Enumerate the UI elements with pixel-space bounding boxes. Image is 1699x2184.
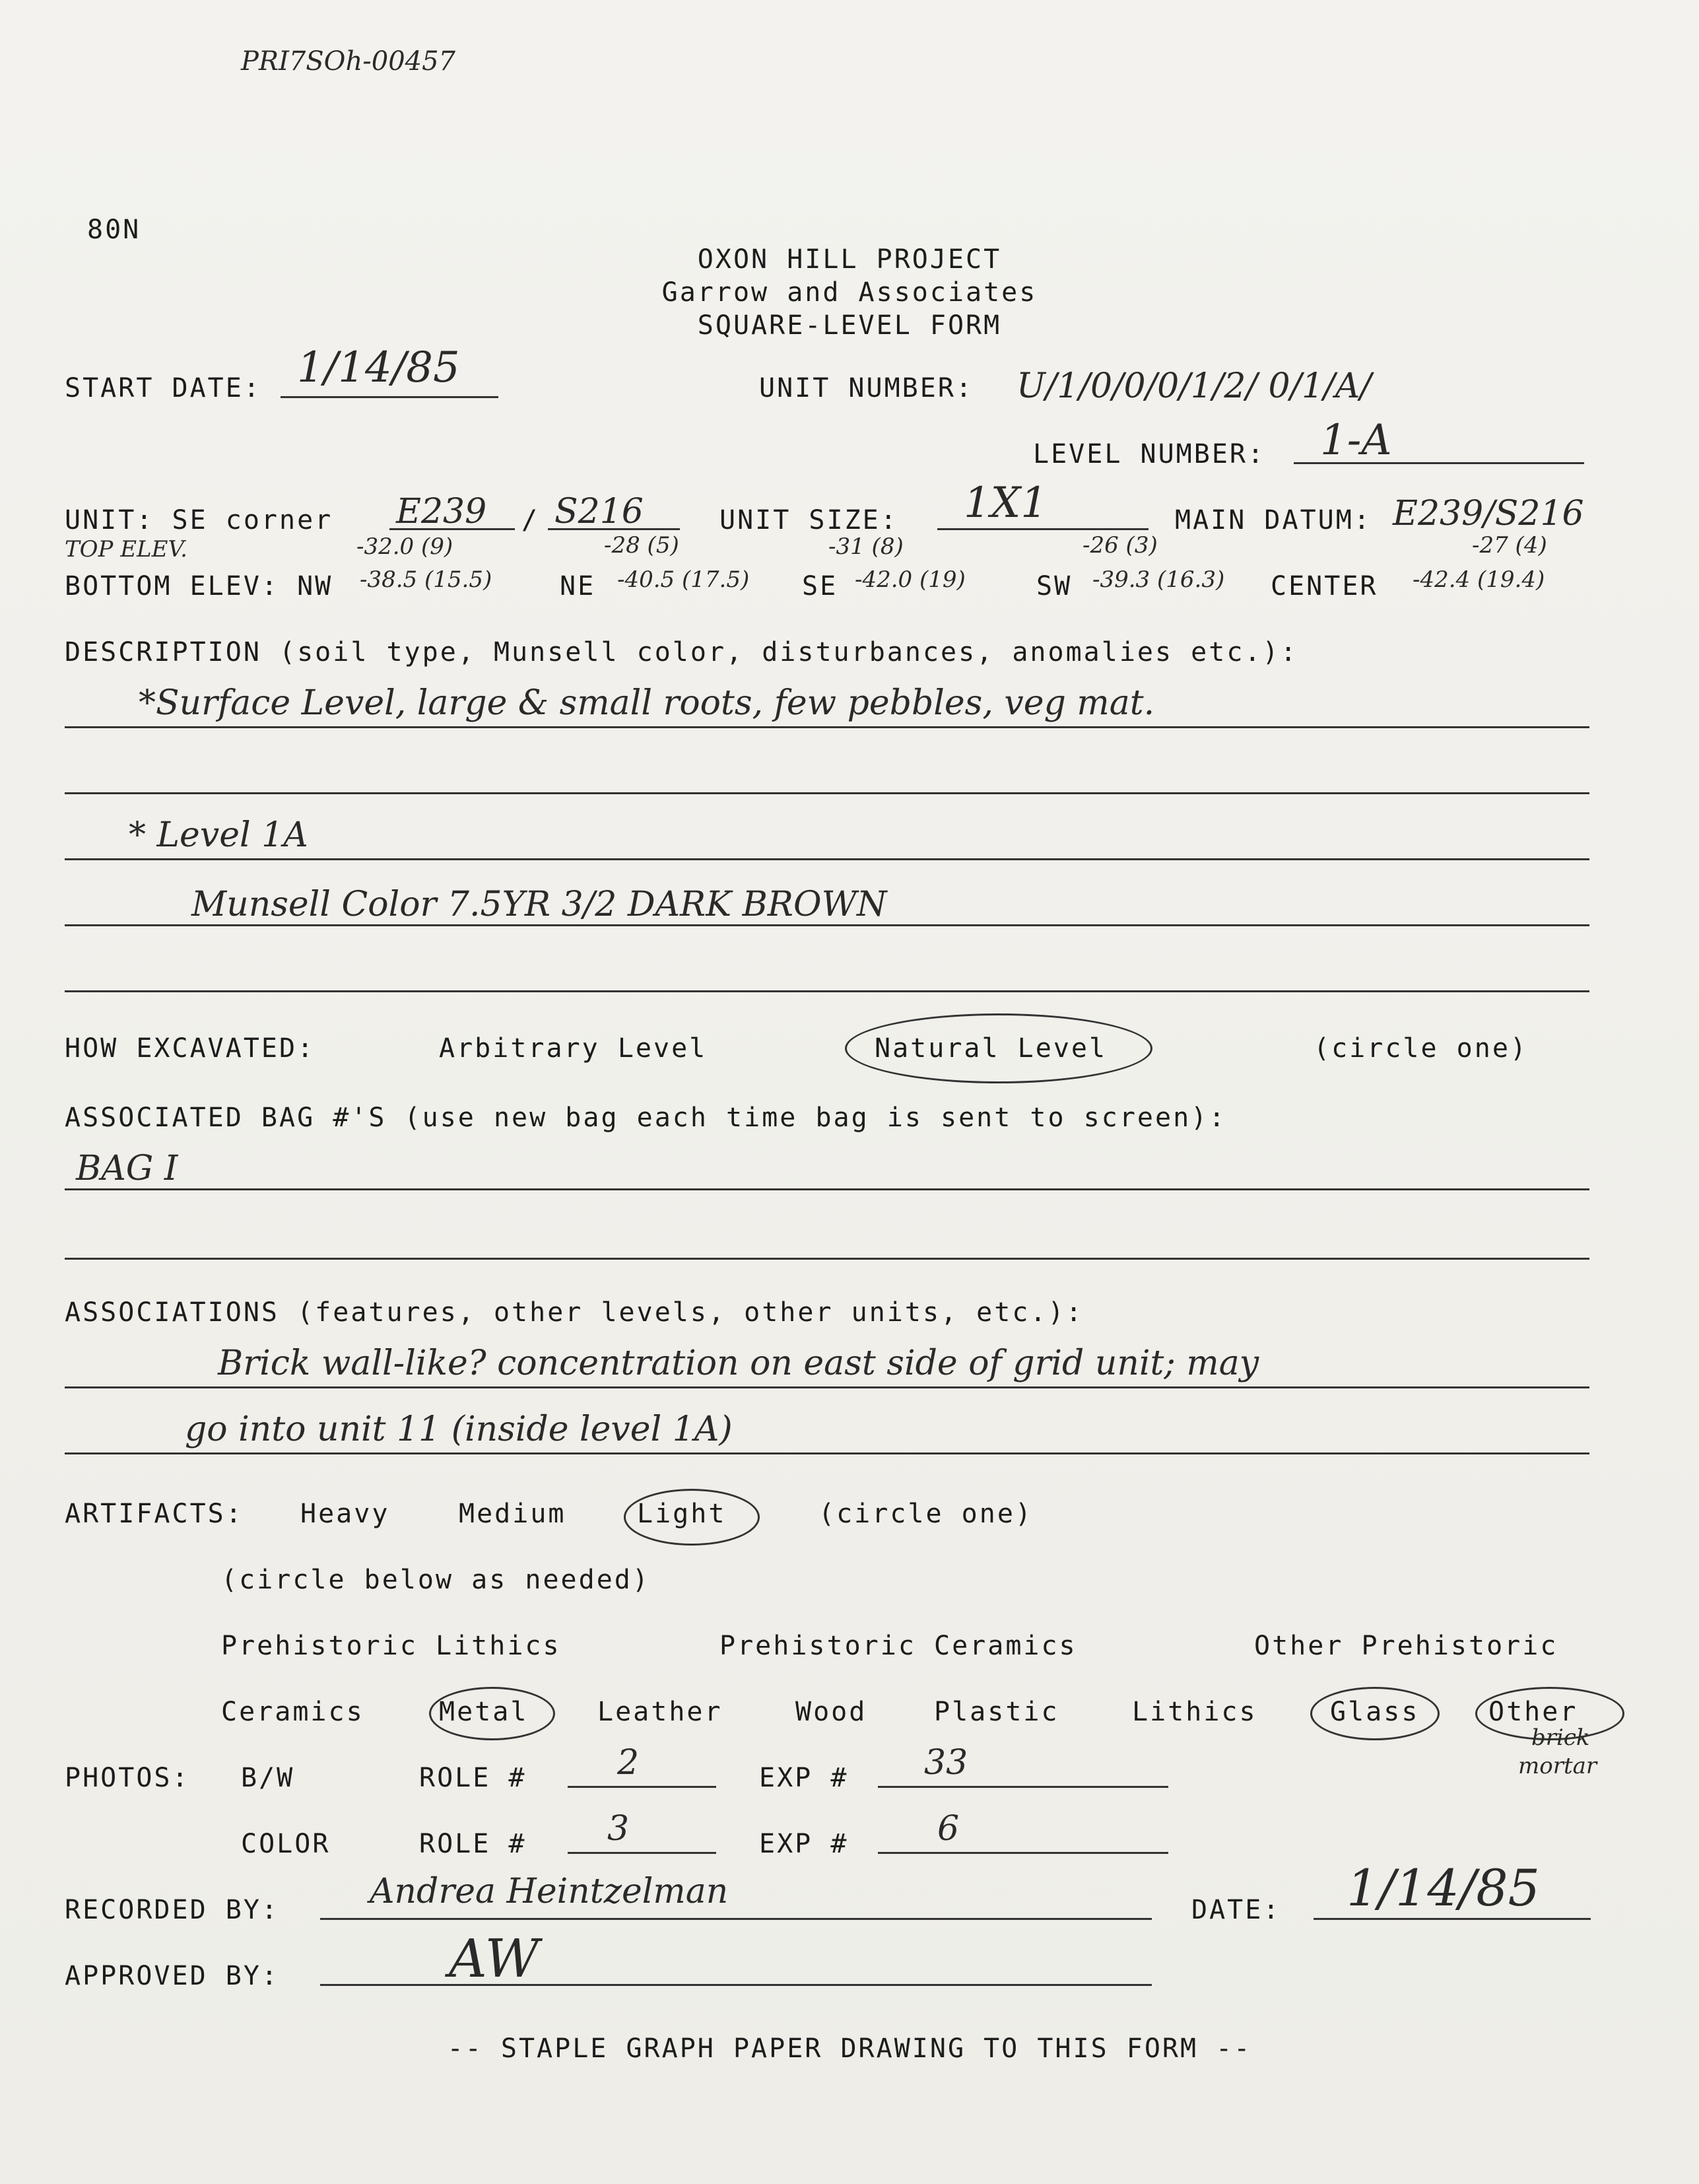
bottom-elev-sw-label: SW [1036, 571, 1073, 601]
description-line-4 [65, 924, 1589, 926]
bottom-elev-center-label: CENTER [1271, 571, 1378, 601]
unit-size-line [937, 528, 1149, 530]
other: Other [1488, 1697, 1578, 1727]
photos-color: COLOR [241, 1829, 331, 1859]
header-line2: Garrow and Associates [661, 277, 1038, 308]
bottom-elev-sw: -39.3 (16.3) [1092, 566, 1225, 593]
start-date-value: 1/14/85 [297, 343, 460, 392]
description-text-1: *Surface Level, large & small roots, few pebbles, veg mat. [139, 683, 1155, 723]
recorded-by-value: Andrea Heintzelman [370, 1872, 729, 1911]
artifacts-hint: (circle one) [818, 1499, 1033, 1529]
color-role-label: ROLE # [419, 1829, 527, 1859]
unit-slash: / [521, 505, 540, 535]
artifacts-heavy: Heavy [300, 1499, 390, 1529]
color-exp-label: EXP # [759, 1829, 849, 1859]
description-text-2: * Level 1A [129, 815, 308, 855]
description-line-3 [65, 858, 1589, 860]
artifacts-medium: Medium [459, 1499, 566, 1529]
bottom-elev-label: BOTTOM ELEV: NW [65, 571, 333, 601]
date-line [1314, 1918, 1591, 1920]
footer-note: -- STAPLE GRAPH PAPER DRAWING TO THIS FORM -- [447, 2033, 1252, 2064]
bags-line-1 [65, 1188, 1589, 1190]
how-excavated-hint: (circle one) [1314, 1033, 1528, 1064]
bw-role-label: ROLE # [419, 1763, 527, 1793]
main-datum-label: MAIN DATUM: [1175, 505, 1372, 535]
description-line-2 [65, 792, 1589, 794]
top-elev-center: -27 (4) [1472, 532, 1547, 559]
unit-number-value: U/1/0/0/0/1/2/ 0/1/A/ [1016, 366, 1372, 406]
natural-level-option: Natural Level [875, 1033, 1108, 1064]
photos-label: PHOTOS: [65, 1763, 190, 1793]
unit-size-value: 1X1 [964, 479, 1048, 528]
start-date-label: START DATE: [65, 373, 261, 403]
ceramics: Ceramics [221, 1697, 364, 1727]
approved-by-line [320, 1984, 1152, 1986]
top-elev-sw: -26 (3) [1083, 532, 1158, 559]
bags-label: ASSOCIATED BAG #'S (use new bag each time bag is sent to screen): [65, 1103, 1227, 1133]
associations-text-2: go into unit 11 (inside level 1A) [185, 1410, 733, 1449]
header-line3: SQUARE-LEVEL FORM [697, 310, 1002, 341]
color-exp-line [878, 1852, 1168, 1854]
description-label: DESCRIPTION (soil type, Munsell color, disturbances, anomalies etc.): [65, 637, 1298, 667]
arbitrary-level-option: Arbitrary Level [439, 1033, 708, 1064]
bottom-elev-se-label: SE [802, 571, 838, 601]
color-role-line [568, 1852, 716, 1854]
metal: Metal [439, 1697, 529, 1727]
other-prehistoric: Other Prehistoric [1254, 1631, 1558, 1661]
bw-role-line [568, 1786, 716, 1788]
color-role-value: 3 [607, 1809, 630, 1849]
wood: Wood [795, 1697, 867, 1727]
header-line1: OXON HILL PROJECT [697, 244, 1002, 275]
associations-line-1 [65, 1386, 1589, 1388]
bw-role-value: 2 [617, 1743, 640, 1783]
leather: Leather [597, 1697, 723, 1727]
associations-text-1: Brick wall-like? concentration on east side of grid unit; may [218, 1344, 1259, 1383]
artifacts-light: Light [637, 1499, 727, 1529]
artifacts-label: ARTIFACTS: [65, 1499, 244, 1529]
unit-s-value: S216 [554, 492, 644, 531]
bw-exp-line [878, 1786, 1168, 1788]
other-note-mortar: mortar [1518, 1753, 1597, 1779]
lithics: Lithics [1132, 1697, 1257, 1727]
color-exp-value: 6 [937, 1809, 960, 1849]
bottom-elev-ne: -40.5 (17.5) [617, 566, 750, 593]
bottom-elev-nw: -38.5 (15.5) [360, 566, 492, 593]
bottom-elev-se: -42.0 (19) [855, 566, 966, 593]
unit-size-label: UNIT SIZE: [719, 505, 898, 535]
how-excavated-label: HOW EXCAVATED: [65, 1033, 316, 1064]
bags-line-2 [65, 1258, 1589, 1260]
unit-label: UNIT: SE corner [65, 505, 333, 535]
top-elev-label: TOP ELEV. [65, 536, 187, 563]
glass: Glass [1330, 1697, 1420, 1727]
bw-exp-value: 33 [924, 1743, 968, 1783]
bottom-elev-ne-label: NE [560, 571, 596, 601]
prehistoric-ceramics: Prehistoric Ceramics [719, 1631, 1077, 1661]
associations-line-2 [65, 1452, 1589, 1454]
corner-note: 80N [87, 215, 141, 245]
description-text-3: Munsell Color 7.5YR 3/2 DARK BROWN [191, 885, 887, 924]
artifacts-below-hint: (circle below as needed) [221, 1565, 650, 1595]
date-value: 1/14/85 [1347, 1859, 1540, 1917]
level-number-value: 1-A [1320, 416, 1392, 465]
bags-value: BAG I [76, 1149, 178, 1188]
bw-exp-label: EXP # [759, 1763, 849, 1793]
top-elev-se: -31 (8) [828, 533, 904, 560]
bottom-elev-center: -42.4 (19.4) [1413, 566, 1545, 593]
prehistoric-lithics: Prehistoric Lithics [221, 1631, 561, 1661]
description-line-5 [65, 990, 1589, 992]
photos-bw: B/W [241, 1763, 295, 1793]
doc-id: PRI7SOh-00457 [241, 46, 455, 77]
unit-number-label: UNIT NUMBER: [759, 373, 974, 403]
approved-by-label: APPROVED BY: [65, 1961, 279, 1991]
main-datum-value: E239/S216 [1393, 494, 1584, 533]
plastic: Plastic [934, 1697, 1059, 1727]
unit-e-value: E239 [396, 492, 487, 531]
recorded-by-label: RECORDED BY: [65, 1895, 279, 1925]
start-date-line [281, 396, 498, 398]
description-line-1 [65, 726, 1589, 728]
top-elev-nw: -32.0 (9) [356, 533, 453, 560]
top-elev-ne: -28 (5) [604, 532, 679, 559]
level-number-label: LEVEL NUMBER: [1033, 439, 1266, 469]
associations-label: ASSOCIATIONS (features, other levels, other units, etc.): [65, 1297, 1084, 1328]
other-note-brick: brick [1531, 1724, 1590, 1751]
date-label: DATE: [1191, 1895, 1281, 1925]
recorded-by-line [320, 1918, 1152, 1920]
approved-by-value: AW [449, 1928, 539, 1989]
